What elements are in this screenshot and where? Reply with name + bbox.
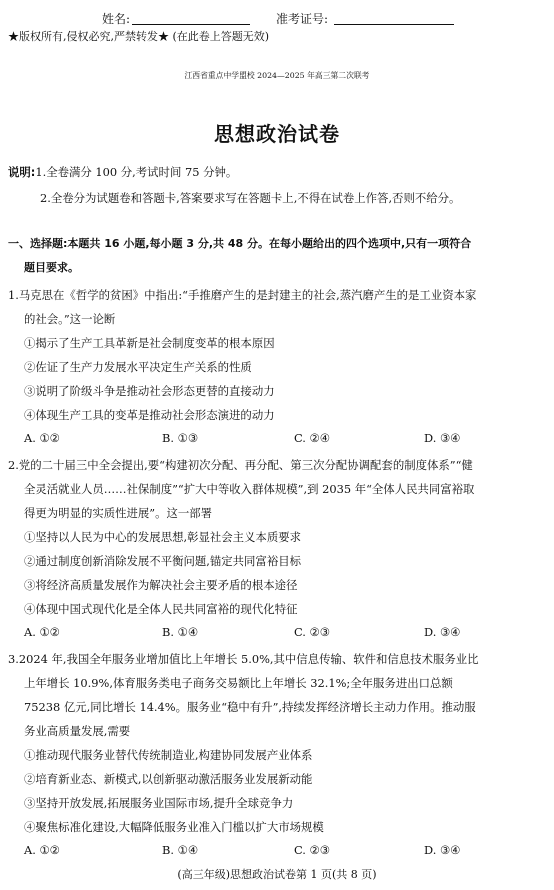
statement-item: ①推动现代服务业替代传统制造业,构建协同发展产业体系 [24, 748, 313, 762]
question-stem-line: 75238 亿元,同比增长 14.4%。服务业“稳中有升”,持续发挥经济增长主动力作用。推动服 [24, 700, 476, 714]
exam-title: 江西省重点中学盟校 2024—2025 年高三第二次联考 [184, 71, 370, 80]
statement-item: ③说明了阶级斗争是推动社会形态更替的直接动力 [24, 384, 275, 398]
instructions-label: 说明: [8, 165, 36, 179]
statement-item: ④体现中国式现代化是全体人民共同富裕的现代化特征 [24, 602, 298, 616]
option-a: A. ①② [24, 431, 60, 445]
exam-id-blank [334, 24, 454, 25]
statement-item: ④体现生产工具的变革是推动社会形态演进的动力 [24, 408, 275, 422]
question-stem-line: 得更为明显的实质性进展”。这一部署 [24, 506, 213, 520]
option-c: C. ②④ [294, 431, 330, 445]
statement-item: ①坚持以人民为中心的发展思想,彰显社会主义本质要求 [24, 530, 301, 544]
answer-options [24, 431, 544, 447]
question-stem-line: 上年增长 10.9%,体育服务类电子商务交易额比上年增长 32.1%;全年服务进出口总额 [24, 676, 453, 690]
option-d: D. ③④ [424, 625, 461, 639]
section-heading: 一、选择题:本题共 16 小题,每小题 3 分,共 48 分。在每小题给出的四个选项中,只有一项符合 [8, 237, 472, 250]
page-footer: (高三年级)思想政治试卷第 1 页(共 8 页) [177, 868, 377, 881]
option-a: A. ①② [24, 843, 60, 857]
question-stem-line: 的社会。”这一论断 [24, 312, 116, 326]
question-stem-line: 3.2024 年,我国全年服务业增加值比上年增长 5.0%,其中信息传输、软件和信息技术服务业比 [8, 652, 479, 666]
option-b: B. ①④ [162, 625, 199, 639]
statement-item: ②培育新业态、新模式,以创新驱动激活服务业发展新动能 [24, 772, 313, 786]
question-stem-line: 1.马克思在《哲学的贫困》中指出:“手推磨产生的是封建主的社会,蒸汽磨产生的是工业资本家 [8, 288, 477, 302]
subject-title: 思想政治试卷 [214, 122, 340, 146]
name-blank [132, 24, 250, 25]
copyright-notice: ★版权所有,侵权必究,严禁转发★ (在此卷上答题无效) [8, 30, 270, 43]
statement-item: ③将经济高质量发展作为解决社会主要矛盾的根本途径 [24, 578, 298, 592]
option-a: A. ①② [24, 625, 60, 639]
option-d: D. ③④ [424, 431, 461, 445]
option-c: C. ②③ [294, 625, 330, 639]
candidate-info-header [0, 8, 554, 28]
instructions-line-1: 说明:1.全卷满分 100 分,考试时间 75 分钟。 [8, 165, 238, 179]
question-stem-line: 务业高质量发展,需要 [24, 724, 131, 738]
option-c: C. ②③ [294, 843, 330, 857]
section-heading-cont: 题目要求。 [24, 261, 79, 274]
statement-item: ①揭示了生产工具革新是社会制度变革的根本原因 [24, 336, 275, 350]
statement-item: ②佐证了生产力发展水平决定生产关系的性质 [24, 360, 252, 374]
statement-item: ②通过制度创新消除发展不平衡问题,锚定共同富裕目标 [24, 554, 301, 568]
question-stem-line: 2.党的二十届三中全会提出,要“构建初次分配、再分配、第三次分配协调配套的制度体系”“健 [8, 458, 473, 472]
option-b: B. ①④ [162, 843, 199, 857]
option-d: D. ③④ [424, 843, 461, 857]
option-b: B. ①③ [162, 431, 199, 445]
name-label: 姓名: [102, 12, 131, 26]
question-stem-line: 全灵活就业人员……社保制度”“扩大中等收入群体规模”,到 2035 年“全体人民共同富裕取 [24, 482, 475, 496]
exam-id-label: 准考证号: [276, 12, 329, 26]
answer-options [24, 843, 544, 859]
statement-item: ④聚焦标准化建设,大幅降低服务业准入门槛以扩大市场规模 [24, 820, 324, 834]
answer-options [24, 625, 544, 641]
statement-item: ③坚持开放发展,拓展服务业国际市场,提升全球竞争力 [24, 796, 294, 810]
instructions-line-2: 2.全卷分为试题卷和答题卡,答案要求写在答题卡上,不得在试卷上作答,否则不给分。 [40, 191, 461, 205]
